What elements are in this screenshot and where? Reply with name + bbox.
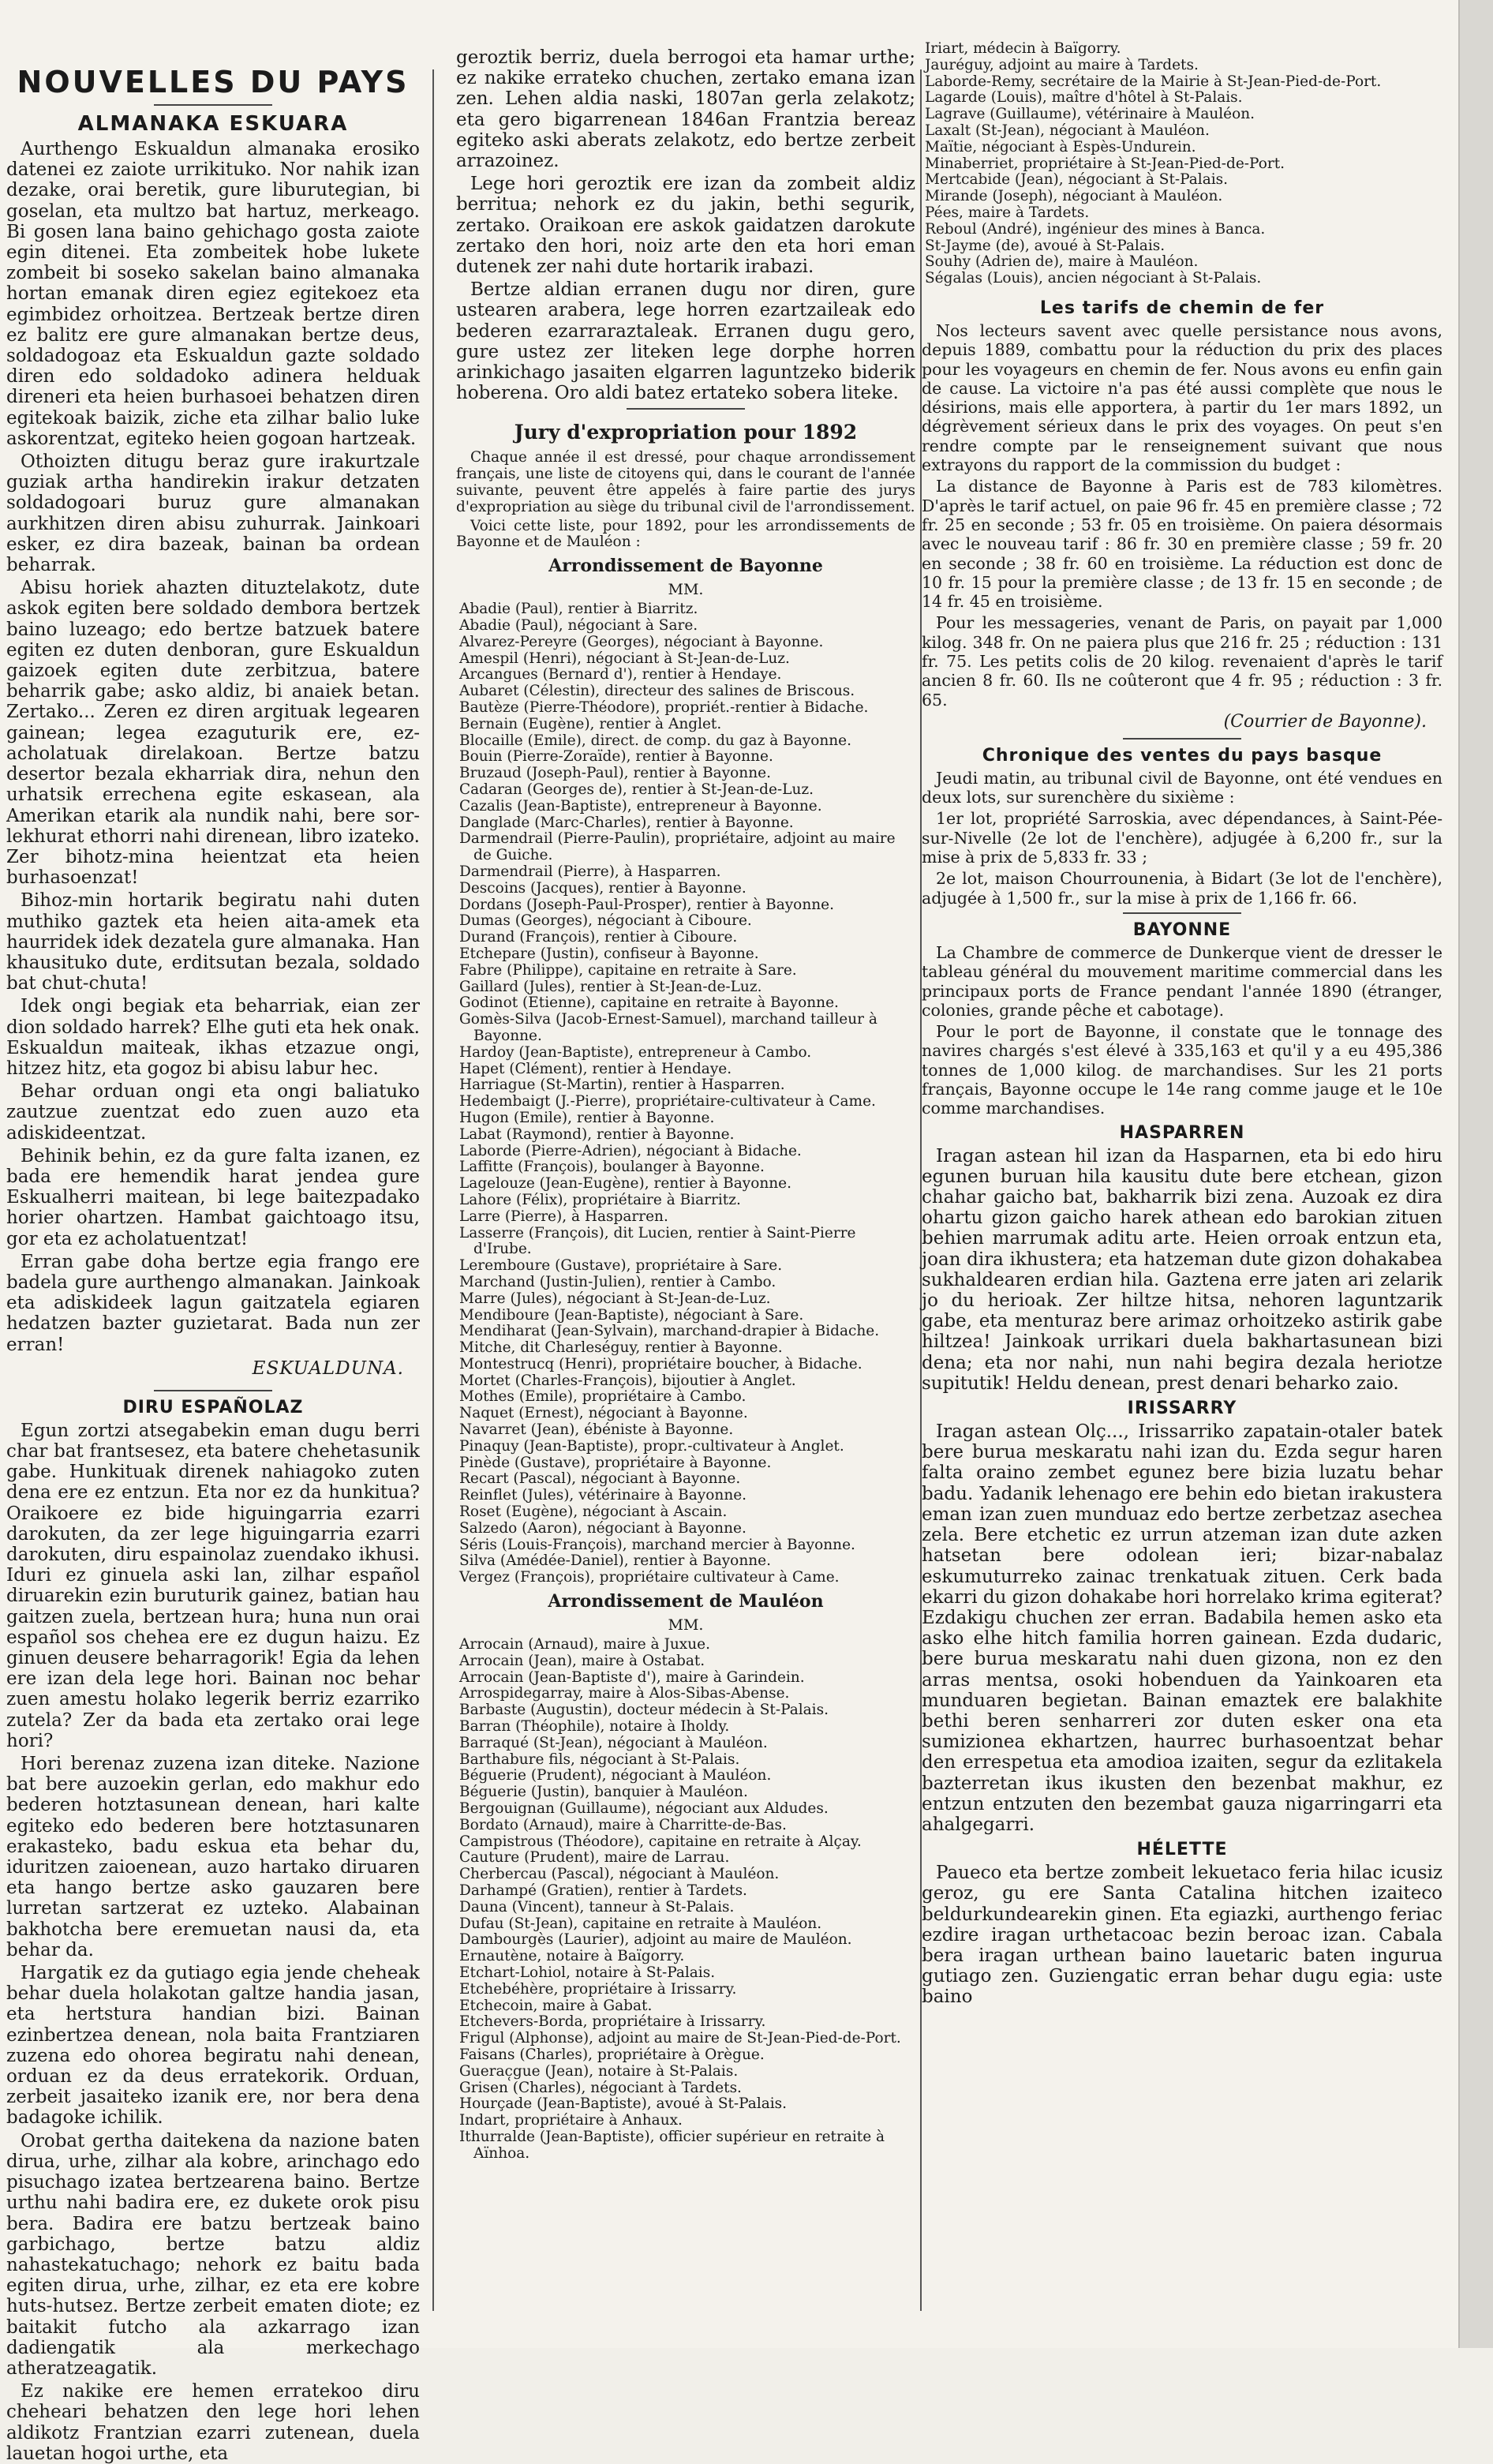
paragraph: Aurthengo Eskualdun almanaka erosiko datenei ez zaiote urrikituko. Nor nahik izan dezake, orai beretik, gure liburutegian, bi goselan, eta multzo bat hartuz, merkeago. Bi gosen lana baino gehichago gosta zaiote egin ditenei. Eta zombeitek hobe lukete zombeit bi soseko sakelan baino almanaka hortan emanak diren egiez egitekoez eta egimbidez orhoitzea. Bertzeak bertze diren ez balitz ere gure almanakan bertze deus, soldadogoaz eta Eskualdun gazte soldado diren edo soldadoko adinera helduak direneri eta heien burhasoei behatzen diren egitekoak baizik, ziche eta zilhar balio luke askorentzat, egiteko heien gogoan hartzeak. bbox=[6, 139, 420, 449]
list-item: Durand (François), rentier à Ciboure. bbox=[459, 929, 738, 946]
paragraph: Othoizten ditugu beraz gure irakurtzale guziak artha handirekin irakur detzaten soldadogoari buruz gure almanakan aurkhitzen diren abisu zuhurrak. Jainkoari esker, ez dira bazeak, bainan ba ordean beharrak. bbox=[6, 451, 420, 576]
list-item: Recart (Pascal), négociant à Bayonne. bbox=[459, 1470, 741, 1488]
divider bbox=[1123, 738, 1241, 740]
list-item: Dufau (St-Jean), capitaine en retraite à Mauléon. bbox=[459, 1915, 822, 1932]
list-item: Bruzaud (Joseph-Paul), rentier à Bayonne. bbox=[459, 765, 771, 782]
list-item: Lahore (Félix), propriétaire à Biarritz. bbox=[459, 1191, 741, 1208]
list-item: Dauna (Vincent), tanneur à St-Palais. bbox=[459, 1898, 735, 1915]
list-item: Laffitte (François), boulanger à Bayonne. bbox=[459, 1159, 765, 1176]
list-item: Hourçade (Jean-Baptiste), avoué à St-Palais. bbox=[459, 2095, 788, 2113]
list-item: Silva (Amédée-Daniel), rentier à Bayonne. bbox=[459, 1552, 771, 1570]
list-item: Cherbercau (Pascal), négociant à Mauléon. bbox=[459, 1866, 780, 1883]
paragraph: Bihoz-min hortarik begiratu nahi duten muthiko gaztek eta heien aita-amek eta haurridek idek dezatela gure almanaka. Han khausituko dute, erditsutan bezala, soldado bat chut-chuta! bbox=[6, 890, 420, 994]
article-body-diru bbox=[6, 1421, 420, 2464]
list-item: Indart, propriétaire à Anhaux. bbox=[459, 2112, 683, 2129]
list-item: Roset (Eugène), négociant à Ascain. bbox=[459, 1503, 728, 1521]
mm-label: MM. bbox=[668, 1616, 704, 1635]
list-item: Etchepare (Justin), confiseur à Bayonne. bbox=[459, 945, 759, 962]
list-item: Maïtie, négociant à Espès-Undurein. bbox=[925, 138, 1196, 155]
divider bbox=[154, 1390, 272, 1391]
paragraph: Pour les messageries, venant de Paris, on payait par 1,000 kilog. 348 fr. On ne paiera plus que 216 fr. 25 ; réduction : 131 fr. 75. Les petits colis de 20 kilog. revenaient d'après le tarif ancien 8 fr. 60. Ils ne coûteront que 4 fr. 95 ; réduction : 3 fr. 65. bbox=[922, 613, 1442, 710]
paragraph: 2e lot, maison Chourrounenia, à Bidart (3e lot de l'enchère), adjugée à 1,500 fr., sur la mise à prix de 1,166 fr. 66. bbox=[922, 869, 1442, 908]
list-item: Lagarde (Louis), maître d'hôtel à St-Palais. bbox=[925, 89, 1243, 107]
list-item: Pinède (Gustave), propriétaire à Bayonne. bbox=[459, 1454, 772, 1471]
paragraph: Ez nakike ere hemen erratekoo diru cheheari behatzen den lege hori lehen aldikotz Frantzian ezarri zutenean, duela lauetan hogoi urthe, eta bbox=[6, 2381, 420, 2464]
list-item: Abadie (Paul), rentier à Biarritz. bbox=[459, 601, 698, 618]
column-right bbox=[922, 40, 1443, 2320]
jury-intro-2: Voici cette liste, pour 1892, pour les arrondissements de Bayonne et de Mauléon : bbox=[456, 517, 915, 551]
list-item: Leremboure (Gustave), propriétaire à Sare. bbox=[459, 1257, 783, 1275]
list-item: Dumas (Georges), négociant à Ciboure. bbox=[459, 912, 752, 930]
column-rule bbox=[432, 69, 434, 2311]
mm-label: MM. bbox=[668, 581, 704, 599]
section-title: NOUVELLES DU PAYS bbox=[17, 65, 410, 99]
list-item: Cauture (Prudent), maire de Larrau. bbox=[459, 1849, 730, 1867]
list-item: Séris (Louis-François), marchand mercier à Bayonne. bbox=[459, 1536, 855, 1553]
list-item: Abadie (Paul), négociant à Sare. bbox=[459, 617, 698, 635]
article-title-jury: Jury d'expropriation pour 1892 bbox=[514, 421, 858, 444]
signature: ESKUALDUNA. bbox=[252, 1357, 404, 1379]
list-item: Mirande (Joseph), négociant à Mauléon. bbox=[925, 188, 1223, 205]
list-item: Cadaran (Georges de), rentier à St-Jean-de-Luz. bbox=[459, 781, 814, 798]
list-item: Souhy (Adrien de), maire à Mauléon. bbox=[925, 253, 1199, 271]
list-item: Marchand (Justin-Julien), rentier à Cambo. bbox=[459, 1273, 776, 1290]
paragraph: Orobat gertha daitekena da nazione baten dirua, urhe, zilhar ala kobre, arinchago edo pisuchago izatea bertzearena baino. Bertze urthu nahi badira ere, ez dukete orok pisu bera. Badira ere batzu bertzeak baino garbichago, bertze batzu aldiz nahastekatuchago; nehork ez baitu bada egiten dirua, urhe, zilhar, ez eta ere kobre huts-hutsez. Bertze zerbeit ematen diote; ez baitakit futcho ala azkarrago izan dadiengatik ala merkechago atheratzeagatik. bbox=[6, 2130, 420, 2379]
list-item: Gaillard (Jules), rentier à St-Jean-de-Luz. bbox=[459, 978, 762, 995]
article-title-irissarry: IRISSARRY bbox=[1127, 1399, 1237, 1419]
paragraph: Lege hori geroztik ere izan da zombeit aldiz berritua; nehork ez du jakin, bethi segurik, zertako. Oraikoan ere askok gaidatzen darokute zertako den hori, noiz arte den eta hori eman dutenek zer nahi dute hortarik irabazi. bbox=[456, 174, 915, 278]
list-item: Barbaste (Augustin), docteur médecin à St-Palais. bbox=[459, 1702, 829, 1719]
paragraph: La Chambre de commerce de Dunkerque vient de dresser le tableau général du mouvement maritime commercial dans les principaux ports de France pendant l'année 1890 (étranger, colonies, grande pêche et cabotage). bbox=[922, 942, 1442, 1020]
list-item: Alvarez-Pereyre (Georges), négociant à Bayonne. bbox=[459, 633, 824, 650]
paragraph: Behar orduan ongi eta ongi baliatuko zautzue zuentzat edo zuen auzo eta adiskideentzat. bbox=[6, 1081, 420, 1144]
list-item: Béguerie (Justin), banquier à Mauléon. bbox=[459, 1784, 748, 1801]
list-item: Lagrave (Guillaume), vétérinaire à Mauléon. bbox=[925, 106, 1255, 123]
list-item: Laborde (Pierre-Adrien), négociant à Bidache. bbox=[459, 1142, 802, 1159]
article-body-ventes bbox=[922, 769, 1442, 908]
list-item: Blocaille (Emile), direct. de comp. du gaz à Bayonne. bbox=[459, 732, 851, 749]
list-item: Descoins (Jacques), rentier à Bayonne. bbox=[459, 879, 746, 897]
list-item: Mendiboure (Jean-Baptiste), négociant à Sare. bbox=[459, 1306, 804, 1324]
jury-list-mauleon-continued bbox=[922, 41, 1442, 287]
list-item: Arrocain (Jean), maire à Ostabat. bbox=[459, 1652, 705, 1669]
paragraph: Egun zortzi atsegabekin eman dugu berri char bat frantsesez, eta batere chehetasunik gabe. Hunkituak direnek nahiagoko zuten dena ere ez entzun. Eta nor ez da hunkitua? Oraikoere ez bide higuingarria ezarri darokuten, da zer lege higuingarria ezarri darokuten, diru espainolaz zuendako ikhusi. Iduri ez ginuela aski lan, zilhar español diruarekin ezin buruturik gainez, batian hau gaitzen zuela, bertzean hura; huna nun orai español sos chehea ere ez dugun haizu. Ez ginuen deusere beharragorik! Egia da lehen ere izan dela lege hori. Bainan noc behar zuen amestu holako legerik berriz ezarriko zutela? Zer da bada eta zertako orai lege hori? bbox=[6, 1420, 420, 1751]
article-body-irissarry bbox=[922, 1421, 1442, 1835]
list-item: Fabre (Philippe), capitaine en retraite à Sare. bbox=[459, 961, 797, 979]
list-item: Etchevers-Borda, propriétaire à Irissarry. bbox=[459, 2013, 766, 2031]
jury-intro: Chaque année il est dressé, pour chaque arrondissement français, une liste de citoyens qui, dans le courant de l'année suivante, peuvent être appelés à faire partie des jurys d'expropriation au siège du tribunal civil de l'arrondissement. bbox=[456, 449, 915, 515]
list-item: Godinot (Etienne), capitaine en retraite à Bayonne. bbox=[459, 994, 839, 1012]
list-item: Minaberriet, propriétaire à St-Jean-Pied-de-Port. bbox=[925, 155, 1285, 172]
paragraph: Hori berenaz zuzena izan diteke. Nazione bat bere auzoekin gerlan, edo makhur edo bederen hotztasunean denean, hari kalte egiteko edo bederen bere hotztasunaren erakasteko, badu eskua eta behar du, iduritzen zaioenean, auzo hartako diruaren eta hango bertze asko gauzaren bere lurretan sartzerat ez uzteko. Alabainan bakhotcha bere eremuetan nausi da, eta behar da. bbox=[6, 1754, 420, 1960]
jury-list-bayonne bbox=[456, 601, 915, 1586]
jury-list-mauleon bbox=[456, 1637, 915, 2163]
list-item: Lasserre (François), dit Lucien, rentier à Saint-Pierre d'Irube. bbox=[459, 1224, 856, 1258]
list-item: Reboul (André), ingénieur des mines à Banca. bbox=[925, 220, 1266, 238]
paragraph: Jeudi matin, au tribunal civil de Bayonne, ont été vendues en deux lots, sur surenchère du sixième : bbox=[922, 768, 1442, 807]
list-item: Mortet (Charles-François), bijoutier à Anglet. bbox=[459, 1372, 796, 1389]
list-item: Lagelouze (Jean-Eugène), rentier à Bayonne. bbox=[459, 1175, 791, 1193]
list-item: Vergez (François), propriétaire cultivateur à Came. bbox=[459, 1569, 840, 1586]
list-item: Pées, maire à Tardets. bbox=[925, 204, 1090, 221]
list-item: Pinaquy (Jean-Baptiste), propr.-cultivateur à Anglet. bbox=[459, 1437, 844, 1455]
list-item: Gomès-Silva (Jacob-Ernest-Samuel), marchand tailleur à Bayonne. bbox=[459, 1011, 877, 1044]
paragraph: Pour le port de Bayonne, il constate que le tonnage des navires chargés s'est élevé à 335,163 et qu'il y a eu 495,386 tonnes de 1,000 kilog. de marchandises. Sur les 21 ports français, Bayonne occupe le 14e rang comme jauge et le 10e comme marchandises. bbox=[922, 1022, 1442, 1118]
article-title-ventes: Chronique des ventes du pays basque bbox=[982, 745, 1383, 766]
list-item: Etchebéhère, propriétaire à Irissarry. bbox=[459, 1980, 737, 1998]
list-item: Dordans (Joseph-Paul-Prosper), rentier à Bayonne. bbox=[459, 896, 834, 913]
list-item: Bergouignan (Guillaume), négociant aux Aldudes. bbox=[459, 1800, 829, 1818]
list-item: Mothes (Emile), propriétaire à Cambo. bbox=[459, 1388, 746, 1406]
list-item: Navarret (Jean), ébéniste à Bayonne. bbox=[459, 1421, 734, 1439]
paragraph: Behinik behin, ez da gure falta izanen, ez bada ere hemendik harat jendea gure Eskualherri maitean, bi lege baitezpadako horier ohartzen. Hambat gaichtoago itsu, gor eta ez acholatuentzat! bbox=[6, 1145, 420, 1249]
paragraph: Iragan astean Olç..., Irissarriko zapatain-otaler batek bere burua meskaratu nahi izan du. Ezda segur haren falta oraino zembet egunez bere bizia luzatu behar badu. Yadanik lehenago ere behin edo bietan irakustera eman izan zuen munduaz edo bertze zerbetzaz asechea zela. Bere etchetic ez urrun atzeman izan dute azken hatsetan bere odolean ieri; bizar-nabalaz eskumuturreko zainac trenkatuak zituen. Cerk bada ekarri du gizon dohakabe hori horrelako krima egiterat? Ezdakigu chuchen zer erran. Badabila hemen asko eta asko elhe hitch familia horren gainean. Ezda dudaric, bere burua meskaratu nahi duen gizona, non ez den arras mentsa, osoki hobenduen da Yainkoaren eta munduaren begietan. Bainan emaztek ere balakhite bethi beren senharreri zor duten esker ona eta sumizionea ekhartzen, haurrec burhasoentzat behar den errespetua eta amodioa izaiten, segur da ezlitakela bazterretan ikus ikusten den bezenbat makhur, ez entzun entzuten den bezembat gauza nigarringarri eta ahalgegarri. bbox=[922, 1421, 1443, 1835]
list-item: Labat (Raymond), rentier à Bayonne. bbox=[459, 1125, 735, 1143]
list-item: Harriague (St-Martin), rentier à Hasparren. bbox=[459, 1077, 785, 1094]
list-item: Etchecoin, maire à Gabat. bbox=[459, 1997, 653, 2014]
list-item: Laxalt (St-Jean), négociant à Mauléon. bbox=[925, 122, 1210, 139]
list-item: Mertcabide (Jean), négociant à St-Palais. bbox=[925, 171, 1229, 189]
paragraph: 1er lot, propriété Sarroskia, avec dépendances, à Saint-Pée-sur-Nivelle (2e lot de l'enchère), adjugée à 6,200 fr., sur la mise à prix de 5,833 fr. 33 ; bbox=[922, 809, 1442, 867]
list-item: Arrospidegarray, maire à Alos-Sibas-Abense. bbox=[459, 1685, 790, 1702]
paragraph: Idek ongi begiak eta beharriak, eian zer dion soldado harrek? Elhe guti eta hek onak. Eskualdun maiteak, ikhas etzazue ongi, hitzez hitz, eta gogoz bi abisu labur hec. bbox=[6, 996, 420, 1079]
paragraph: Bertze aldian erranen dugu nor diren, gure ustearen arabera, lege horren ezartzaileak edo bederen ezarraraztaleak. Erranen dugu gero, gure ustez zer liteken lege dorphe horren arinkichago jasaiten elgarren laguntzeko biderik hoberena. Oro aldi batez ertateko sobera liteke. bbox=[456, 279, 915, 404]
paragraph: Hargatik ez da gutiago egia jende cheheak behar duela holakotan galtze handia jasan, eta hertstura handian bizi. Bainan ezinbertzea denean, nola baita Frantziaren zuzena edo ohorea begiratu nahi denean, orduan ez da deus erratekorik. Orduan, zerbeit jasaiteko izanik ere, nor bera dena badagoke ichilik. bbox=[6, 1963, 420, 2129]
list-item: Salzedo (Aaron), négociant à Bayonne. bbox=[459, 1519, 746, 1537]
list-item: Darhampé (Gratien), rentier à Tardets. bbox=[459, 1882, 747, 1899]
list-item: Cazalis (Jean-Baptiste), entrepreneur à Bayonne. bbox=[459, 797, 822, 814]
list-item: Bordato (Arnaud), maire à Charritte-de-Bas. bbox=[459, 1816, 787, 1833]
heading-mauleon-arrondissement: Arrondissement de Mauléon bbox=[548, 1591, 824, 1612]
article-title-tarifs: Les tarifs de chemin de fer bbox=[1039, 298, 1325, 318]
list-item: Barraqué (St-Jean), négociant à Mauléon. bbox=[459, 1734, 768, 1751]
page-edge bbox=[1458, 0, 1493, 2348]
article-body-almanaka bbox=[6, 139, 420, 1355]
list-item: Dambourgès (Laurier), adjoint au maire de Mauléon. bbox=[459, 1931, 852, 1949]
list-item: Marre (Jules), négociant à St-Jean-de-Luz. bbox=[459, 1290, 771, 1307]
list-item: Béguerie (Prudent), négociant à Mauléon. bbox=[459, 1767, 772, 1784]
paragraph: Nos lecteurs savent avec quelle persistance nous avons, depuis 1889, combattu pour la réduction du prix des places pour les voyageurs en chemin de fer. Nous avons eu enfin gain de cause. La victoire n'a pas été aussi complète que nous le désirions, mais elle apportera, à partir du 1er mars 1892, un dégrèvement sérieux dans le prix des voyages. On peut s'en rendre compte par le renseignement suivant que nous extrayons du rapport de la commission du budget : bbox=[922, 320, 1442, 475]
article-body-tarifs bbox=[922, 321, 1442, 710]
list-item: Mitche, dit Charleséguy, rentier à Bayonne. bbox=[459, 1339, 783, 1357]
divider bbox=[154, 104, 272, 106]
article-title-diru: DIRU ESPAÑOLAZ bbox=[122, 1397, 304, 1417]
article-body-diru-continued bbox=[456, 47, 915, 403]
list-item: Ernautène, notaire à Baïgorry. bbox=[459, 1948, 685, 1965]
list-item: Laborde-Remy, secrétaire de la Mairie à St-Jean-Pied-de-Port. bbox=[925, 73, 1382, 90]
list-item: Grisen (Charles), négociant à Tardets. bbox=[459, 2079, 742, 2096]
list-item: Ithurralde (Jean-Baptiste), officier supérieur en retraite à Aïnhoa. bbox=[459, 2128, 885, 2162]
list-item: Bernain (Eugène), rentier à Anglet. bbox=[459, 715, 722, 732]
article-title-bayonne: BAYONNE bbox=[1132, 919, 1232, 940]
list-item: Reinflet (Jules), vétérinaire à Bayonne. bbox=[459, 1487, 747, 1504]
article-title-hasparren: HASPARREN bbox=[1119, 1122, 1245, 1143]
list-item: Arcangues (Bernard d'), rentier à Hendaye. bbox=[459, 666, 782, 683]
list-item: Barran (Théophile), notaire à Iholdy. bbox=[459, 1718, 730, 1736]
article-body-helette bbox=[922, 1863, 1442, 2007]
list-item: Bautèze (Pierre-Théodore), propriét.-rentier à Bidache. bbox=[459, 699, 869, 717]
list-item: Hapet (Clément), rentier à Hendaye. bbox=[459, 1060, 732, 1077]
list-item: Danglade (Marc-Charles), rentier à Bayonne. bbox=[459, 814, 794, 831]
article-title-almanaka: ALMANAKA ESKUARA bbox=[77, 112, 349, 136]
heading-bayonne-arrondissement: Arrondissement de Bayonne bbox=[548, 556, 823, 577]
list-item: St-Jayme (de), avoué à St-Palais. bbox=[925, 237, 1166, 254]
list-item: Montestrucq (Henri), propriétaire boucher, à Bidache. bbox=[459, 1355, 862, 1372]
list-item: Frigul (Alphonse), adjoint au maire de St-Jean-Pied-de-Port. bbox=[459, 2030, 901, 2047]
list-item: Hardoy (Jean-Baptiste), entrepreneur à Cambo. bbox=[459, 1043, 812, 1061]
paragraph: Abisu horiek ahazten dituztelakotz, dute askok egiten bere soldado dembora bertzek baino luzeago; edo bertze batzuek batere egiten ez duten denboran, gure Eskualdun gaizoek egiten dute zerbitzua, batere beharrik gabe; asko aldiz, bi anaiek betan. Zertako... Zeren ez diren argituak legearen gainean; legea ezaguturik ere, ez-acholatuak direlakoan. Bertze batzu desertor bezala ekharriak dira, nehun den urhatsik errechena egite eskasean, ala Amerikan etarik ala nundik nahi, bere sor-lekhurat ethorri nahi direnean, libro izateko. Zer bihotz-mina heientzat eta heien burhasoenzat! bbox=[6, 578, 420, 889]
article-title-helette: HÉLETTE bbox=[1136, 1840, 1228, 1860]
article-body-bayonne bbox=[922, 943, 1442, 1118]
article-body-hasparren bbox=[922, 1146, 1442, 1394]
list-item: Iriart, médecin à Baïgorry. bbox=[925, 40, 1121, 57]
list-item: Bouin (Pierre-Zoraïde), rentier à Bayonne. bbox=[459, 748, 773, 766]
source-credit: (Courrier de Bayonne). bbox=[1223, 711, 1427, 732]
paragraph: geroztik berriz, duela berrogoi eta hamar urthe; ez nakike errateko chuchen, zertako emana izan zen. Lehen aldia naski, 1807an gerla zelakotz; eta gero bigarrenean 1846an Frantzia bereaz egiteko aski aberats zelakotz, edo bertze zerbeit arrazoinez. bbox=[456, 47, 915, 172]
list-item: Amespil (Henri), négociant à St-Jean-de-Luz. bbox=[459, 650, 790, 667]
paragraph: Erran gabe doha bertze egia frango ere badela gure aurthengo almanakan. Jainkoak eta adiskideek lagun gaitzatela egiaren hedatzen bazter guzietarat. Bada nun zer erran! bbox=[6, 1251, 420, 1355]
list-item: Guerac̜gue (Jean), notaire à St-Palais. bbox=[459, 2062, 739, 2080]
divider bbox=[627, 408, 745, 410]
list-item: Darmendrail (Pierre), à Hasparren. bbox=[459, 863, 721, 880]
list-item: Hedembaigt (J.-Pierre), propriétaire-cultivateur à Came. bbox=[459, 1093, 876, 1110]
list-item: Arrocain (Jean-Baptiste d'), maire à Garindein. bbox=[459, 1668, 805, 1686]
list-item: Campistrous (Théodore), capitaine en retraite à Alçay. bbox=[459, 1833, 862, 1850]
list-item: Ségalas (Louis), ancien négociant à St-Palais. bbox=[925, 270, 1262, 287]
paragraph: Iragan astean hil izan da Hasparnen, eta bi edo hiru egunen buruan hila kausitu dute bere etchean, gizon chahar gaicho bat, bakharrik bizi zena. Auzoak ez dira ohartu gizon gaicho harek athean edo barokian zituen behien marrumak aditu arte. Heien orroak entzun eta, joan dira ikhustera; eta hatzeman dute gizon dohakabea sukhaldearen erdian hila. Gaztena erre jaten ari zelarik jo du herioak. Zer hiltze hitsa, nehoren laguntzarik gabe, eta menturaz bere arimaz orhoitzeko astirik gabe hiltzea! Jainkoak urrikari duela bakhartasunean bizi dena; eta nor nahi, nun nahi begira dezala heriotze supitutik! Heldu denean, prest denari beharko zaio. bbox=[922, 1145, 1442, 1394]
list-item: Barthabure fils, négociant à St-Palais. bbox=[459, 1751, 740, 1768]
column-middle bbox=[456, 47, 915, 2320]
list-item: Hugon (Emile), rentier à Bayonne. bbox=[459, 1109, 715, 1126]
list-item: Aubaret (Célestin), directeur des salines de Briscous. bbox=[459, 683, 855, 700]
list-item: Faisans (Charles), propriétaire à Orègue. bbox=[459, 2046, 765, 2063]
column-left bbox=[6, 47, 420, 2464]
divider bbox=[1123, 912, 1241, 914]
list-item: Arrocain (Arnaud), maire à Juxue. bbox=[459, 1636, 710, 1653]
list-item: Etchart-Lohiol, notaire à St-Palais. bbox=[459, 1964, 716, 1981]
list-item: Naquet (Ernest), négociant à Bayonne. bbox=[459, 1405, 748, 1422]
list-item: Jauréguy, adjoint au maire à Tardets. bbox=[925, 56, 1199, 73]
list-item: Mendiharat (Jean-Sylvain), marchand-drapier à Bidache. bbox=[459, 1323, 880, 1340]
list-item: Larre (Pierre), à Hasparren. bbox=[459, 1208, 668, 1225]
paragraph: Paueco eta bertze zombeit lekuetaco feria hilac icusiz geroz, gu ere Santa Catalina hitchen izaiteco beldurkundearekin ginen. Eta egiazki, aurthengo feriac ezdire iragan urthetacoac bezin beroac izan. Cabala bera iragan urthean baino lauetaric baten ingurua gutiago zen. Guziengatic erran behar dugu egia: uste baino bbox=[922, 1863, 1442, 2008]
list-item: Darmendrail (Pierre-Paulin), propriétaire, adjoint au maire de Guiche. bbox=[459, 830, 896, 864]
paragraph: La distance de Bayonne à Paris est de 783 kilomètres. D'après le tarif actuel, on paie 96 fr. 45 en première classe ; 72 fr. 25 en seconde ; 53 fr. 05 en troisième. On paiera désormais avec le nouveau tarif : 86 fr. 30 en première classe ; 59 fr. 20 en seconde ; 38 fr. 60 en troisième. La réduction est donc de 10 fr. 15 pour la première classe ; de 13 fr. 15 en seconde ; de 14 fr. 45 en troisième. bbox=[922, 477, 1442, 612]
